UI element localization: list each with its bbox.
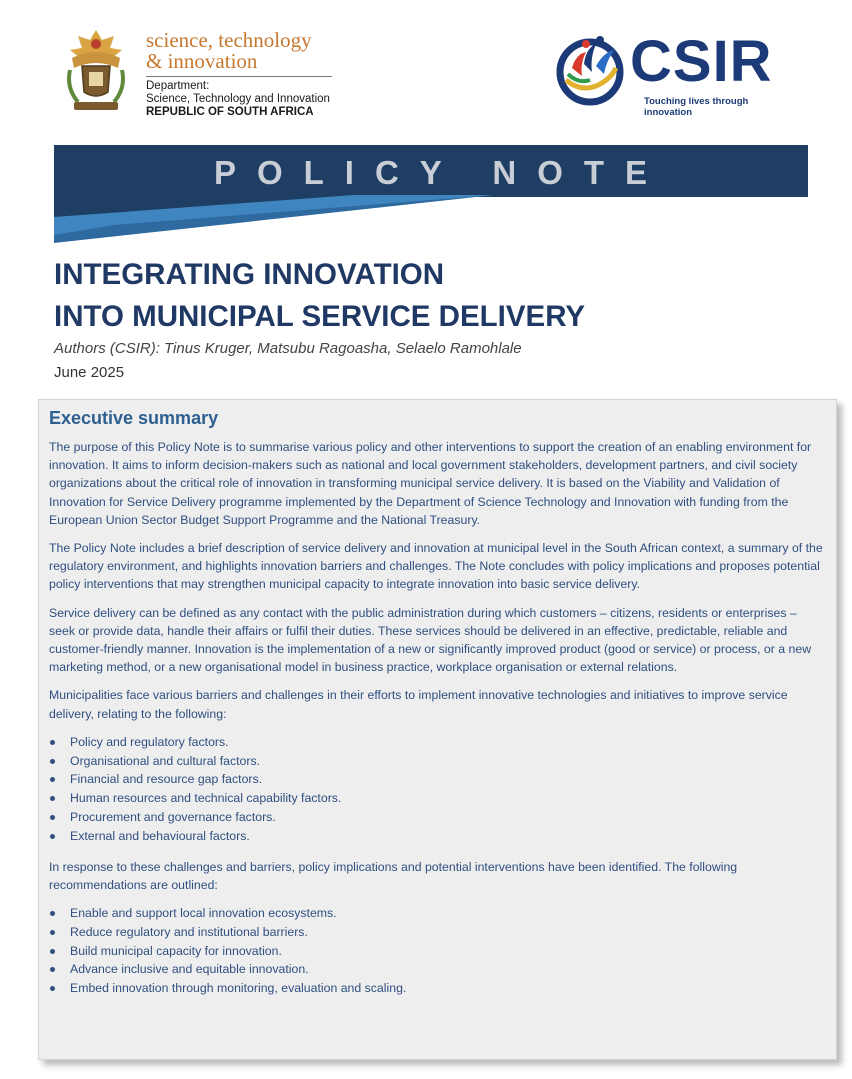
banner-label: POLICY NOTE [213,154,669,191]
list-item-text: Advance inclusive and equitable innovation. [70,962,309,977]
csir-wordmark: CSIR [630,29,773,94]
dst-brand-line2: & innovation [146,49,258,73]
title-line-2: INTO MUNICIPAL SERVICE DELIVERY [54,300,586,333]
summary-heading: Executive summary [49,408,219,428]
list-item-text: Financial and resource gap factors. [70,772,263,787]
summary-paragraph: Municipalities face various barriers and challenges in their efforts to implement innovative technologies and initiatives to improve service delivery, relating to the following: [49,688,788,721]
list-item [49,733,826,752]
bullet-icon [50,777,55,782]
dst-dept-name: Science, Technology and Innovation [146,93,330,105]
bullet-icon [50,740,55,745]
bullet-icon [50,834,55,839]
list-item [49,923,826,942]
banner-swoosh [54,195,808,243]
list-item [49,904,826,923]
list-item-text: External and behavioural factors. [70,828,250,843]
list-item [49,808,826,827]
list-item [49,789,826,808]
list-item [49,770,826,789]
csir-emblem-icon [556,34,624,106]
list-item-text: Build municipal capacity for innovation. [70,943,282,958]
dst-country: REPUBLIC OF SOUTH AFRICA [146,106,314,118]
bullet-icon [50,949,55,954]
list-item-text: Embed innovation through monitoring, evaluation and scaling. [70,981,407,996]
csir-tagline: Touching lives through innovation [644,96,749,118]
executive-summary-box [38,399,837,1060]
authors: Authors (CSIR): Tinus Kruger, Matsubu Ragoasha, Selaelo Ramohlale [54,340,522,357]
summary-paragraph: The purpose of this Policy Note is to summarise various policy and other interventions to support the creation of an enabling environment for innovation. It aims to inform decision-makers such as national and local government stakeholders, development partners, and civil society organizations about the critical role of innovation in transforming municipal service delivery. It is based on the Viability and Validation of Innovation for Service Delivery programme implemented by the Department of Science Technology and Innovation with funding from the European Union Sector Budget Support Programme and the National Treasury. [49,440,812,527]
list-item [49,752,826,771]
list-item-text: Procurement and governance factors. [70,810,276,825]
list-item [49,960,826,979]
list-item-text: Human resources and technical capability factors. [70,791,342,806]
list-item-text: Reduce regulatory and institutional barriers. [70,924,308,939]
bullet-icon [50,796,55,801]
list-item-text: Policy and regulatory factors. [70,734,229,749]
summary-paragraph: Service delivery can be defined as any contact with the public administration during which customers – citizens, residents or enterprises – seek or provide data, handle their affairs or fulfil their duties. These services should be delivered in an effective, predictable, reliable and customer-friendly manner. Innovation is the implementation of a new or significantly improved product (good or service) or process, or a new marketing method, or a new organisational model in business practice, workplace organisation or external relations. [49,605,812,675]
csir-logo [556,29,796,118]
bullet-icon [50,967,55,972]
list-item [49,942,826,961]
bullet-icon [50,759,55,764]
summary-paragraph: The Policy Note includes a brief description of service delivery and innovation at municipal level in the South African context, a summary of the regulatory environment, and highlights innovation barriers and challenges. The Note concludes with policy implications and proposes potential policy interventions that may strengthen municipal capacity to integrate innovation into basic service delivery. [49,541,823,592]
list-item-text: Organisational and cultural factors. [70,753,261,768]
bullet-icon [50,986,55,991]
list-item [49,979,826,998]
recommendations-intro: In response to these challenges and barriers, policy implications and potential interventions have been identified. The following recommendations are outlined: [49,859,738,892]
bullet-icon [50,911,55,916]
dst-brand-line1: science, technology [146,28,312,52]
document-title [54,254,585,338]
list-item [49,827,826,846]
dst-divider [146,76,332,77]
barriers-list [49,733,826,846]
list-item-text: Enable and support local innovation ecosystems. [70,906,337,921]
bullet-icon [50,930,55,935]
recommendations-list [49,904,826,998]
title-line-1: INTEGRATING INNOVATION [54,258,445,291]
policy-note-banner [54,145,808,243]
dst-dept-label: Department: [146,80,210,92]
dst-logo [62,28,342,120]
coat-of-arms-icon [62,28,130,116]
publication-date: June 2025 [54,364,125,381]
bullet-icon [50,815,55,820]
